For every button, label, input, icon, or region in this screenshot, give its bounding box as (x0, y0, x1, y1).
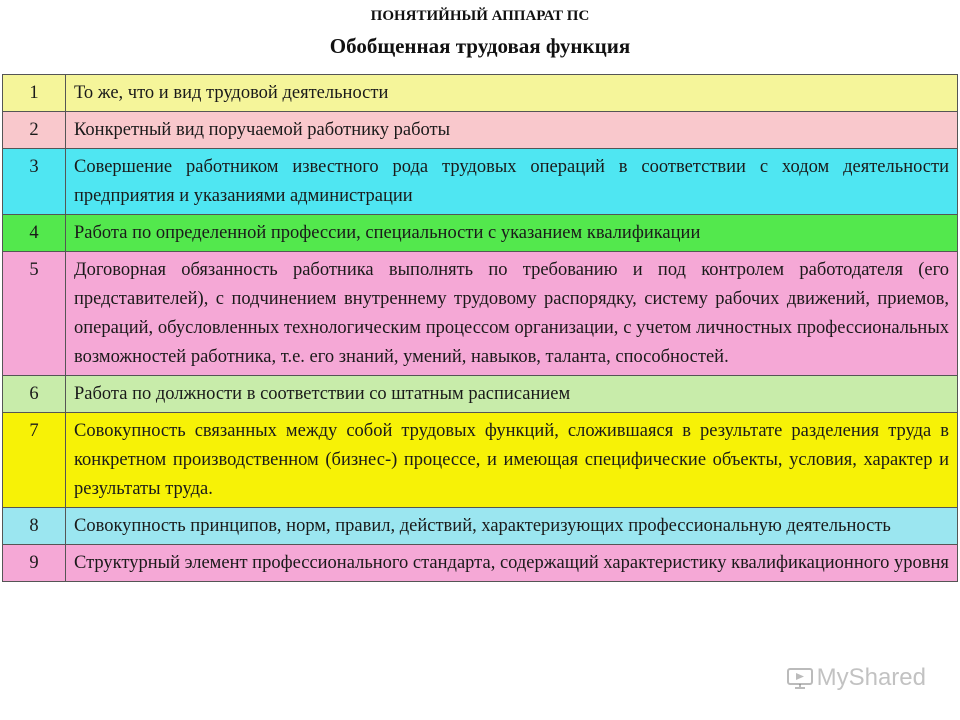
supertitle: ПОНЯТИЙНЫЙ АППАРАТ ПС (370, 8, 590, 24)
row-text: Совокупность принципов, норм, правил, действий, характеризующих профессиональную деятельность (66, 508, 958, 545)
row-text: Работа по определенной профессии, специальности с указанием квалификации (66, 215, 958, 252)
row-number: 5 (3, 252, 66, 376)
table-row (3, 149, 958, 215)
table-row (3, 508, 958, 545)
row-number: 2 (3, 112, 66, 149)
row-text: Совокупность связанных между собой трудовых функций, сложившаяся в результате разделения труда в конкретном производственном (бизнес-) процессе, и имеющая специфические объекты, условия, характер и результаты труда. (66, 413, 958, 508)
table-row (3, 215, 958, 252)
row-number: 4 (3, 215, 66, 252)
row-number: 3 (3, 149, 66, 215)
row-number: 1 (3, 75, 66, 112)
row-number: 9 (3, 545, 66, 582)
row-number: 8 (3, 508, 66, 545)
table-row (3, 413, 958, 508)
presentation-icon (787, 667, 813, 689)
row-text: Конкретный вид поручаемой работнику работы (66, 112, 958, 149)
watermark-text: MyShared (816, 664, 926, 691)
table-row (3, 545, 958, 582)
table-row (3, 75, 958, 112)
row-text: Работа по должности в соответствии со штатным расписанием (66, 376, 958, 413)
row-number: 7 (3, 413, 66, 508)
row-text: Совершение работником известного рода трудовых операций в соответствии с ходом деятельности предприятия и указаниями администрации (66, 149, 958, 215)
table-row (3, 112, 958, 149)
definitions-table (2, 74, 958, 582)
table-row (3, 252, 958, 376)
row-text: Структурный элемент профессионального стандарта, содержащий характеристику квалификационного уровня (66, 545, 958, 582)
page-title: Обобщенная трудовая функция (329, 34, 631, 58)
row-text: Договорная обязанность работника выполнять по требованию и под контролем работодателя (его представителей), с подчинением внутреннему трудовому распорядку, систему рабочих движений, приемов, операций, обусловленных технологическим процессом организации, с учетом личностных профессиональных возможностей работника, т.е. его знаний, умений, навыков, таланта, способностей. (66, 252, 958, 376)
row-text: То же, что и вид трудовой деятельности (66, 75, 958, 112)
table-row (3, 376, 958, 413)
watermark (787, 664, 926, 692)
row-number: 6 (3, 376, 66, 413)
